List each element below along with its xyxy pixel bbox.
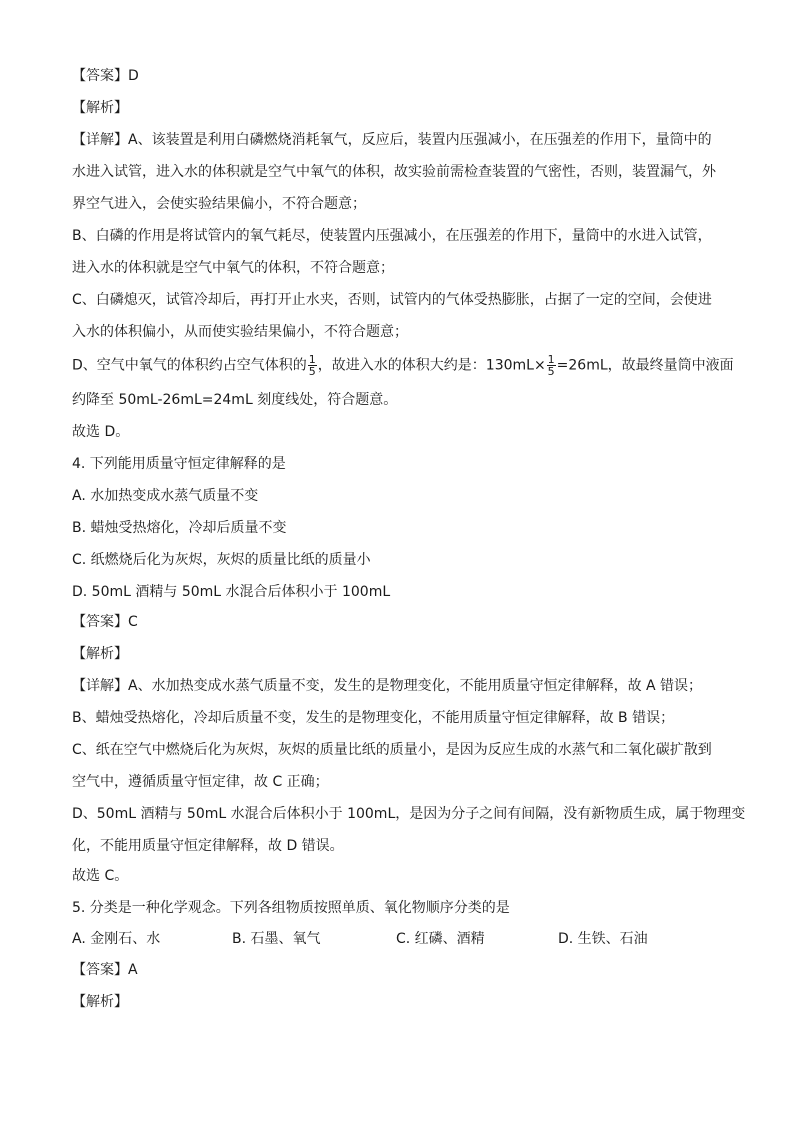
q4-stem: 4. 下列能用质量守恒定律解释的是: [72, 456, 286, 472]
q3-detail-line: 【详解】A、该装置是利用白磷燃烧消耗氧气，反应后，装置内压强减小，在压强差的作用下，量筒中的: [72, 132, 712, 148]
q5-answer: 【答案】A: [72, 962, 138, 978]
q3-analysis-heading: 【解析】: [72, 100, 128, 116]
q4-detail-line: 空气中，遵循质量守恒定律，故 C 正确；: [72, 774, 329, 790]
fraction-one-fifth: [308, 354, 317, 377]
q5-option-c: C. 红磷、酒精: [396, 931, 485, 947]
q4-option: D. 50mL 酒精与 50mL 水混合后体积小于 100mL: [72, 584, 391, 600]
q4-detail-line: 【详解】A、水加热变成水蒸气质量不变，发生的是物理变化，不能用质量守恒定律解释，故 A 错误；: [72, 678, 703, 694]
q3-detail-line: B、白磷的作用是将试管内的氧气耗尽，使装置内压强减小，在压强差的作用下，量筒中的水进入试管，: [72, 228, 712, 244]
q3-d-text-a: D、空气中氧气的体积约占空气体积的: [72, 357, 307, 374]
q4-detail-line: 化，不能用质量守恒定律解释，故 D 错误。: [72, 838, 344, 854]
q4-answer: 【答案】C: [72, 614, 138, 630]
q3-detail-line: 入水的体积偏小，从而使实验结果偏小，不符合题意；: [72, 324, 408, 340]
q3-conclusion: 故选 D。: [72, 424, 130, 440]
q5-stem: 5. 分类是一种化学观念。下列各组物质按照单质、氧化物顺序分类的是: [72, 900, 510, 916]
q3-d-text-b: ，故进入水的体积大约是：130mL×: [317, 357, 546, 374]
q3-detail-line: 进入水的体积就是空气中氧气的体积，不符合题意；: [72, 260, 394, 276]
q4-option: B. 蜡烛受热熔化，冷却后质量不变: [72, 520, 287, 536]
q3-detail-line: 界空气进入，会使实验结果偏小，不符合题意；: [72, 196, 366, 212]
q3-answer: 【答案】D: [72, 68, 139, 84]
q4-detail-line: C、纸在空气中燃烧后化为灰烬，灰烬的质量比纸的质量小，是因为反应生成的水蒸气和二氧化碳扩散到: [72, 742, 712, 758]
q4-detail-line: B、蜡烛受热熔化，冷却后质量不变，发生的是物理变化，不能用质量守恒定律解释，故 B 错误；: [72, 710, 675, 726]
q4-option: A. 水加热变成水蒸气质量不变: [72, 488, 259, 504]
q4-option: C. 纸燃烧后化为灰烬，灰烬的质量比纸的质量小: [72, 552, 371, 568]
q3-d-text-c: =26mL，故最终量筒中液面: [556, 357, 734, 374]
fraction-numerator: 1: [308, 353, 316, 366]
q5-option-d: D. 生铁、石油: [558, 931, 648, 947]
fraction-one-fifth: [547, 354, 556, 377]
q5-option-a: A. 金刚石、水: [72, 931, 161, 947]
q3-detail-line: 约降至 50mL-26mL=24mL 刻度线处，符合题意。: [72, 392, 398, 408]
q4-conclusion: 故选 C。: [72, 868, 129, 884]
q3-detail-d-line: [72, 354, 734, 377]
fraction-denominator: 5: [547, 365, 555, 378]
fraction-denominator: 5: [308, 365, 316, 378]
q4-analysis-heading: 【解析】: [72, 646, 128, 662]
q5-analysis-heading: 【解析】: [72, 994, 128, 1010]
q4-detail-line: D、50mL 酒精与 50mL 水混合后体积小于 100mL，是因为分子之间有间隔，没有新物质生成，属于物理变: [72, 806, 746, 822]
fraction-numerator: 1: [547, 353, 555, 366]
q3-detail-line: 水进入试管，进入水的体积就是空气中氧气的体积，故实验前需检查装置的气密性，否则，装置漏气，外: [72, 164, 716, 180]
q3-detail-line: C、白磷熄灭，试管冷却后，再打开止水夹，否则，试管内的气体受热膨胀，占据了一定的空间，会使进: [72, 292, 712, 308]
q5-option-b: B. 石墨、氧气: [232, 931, 321, 947]
